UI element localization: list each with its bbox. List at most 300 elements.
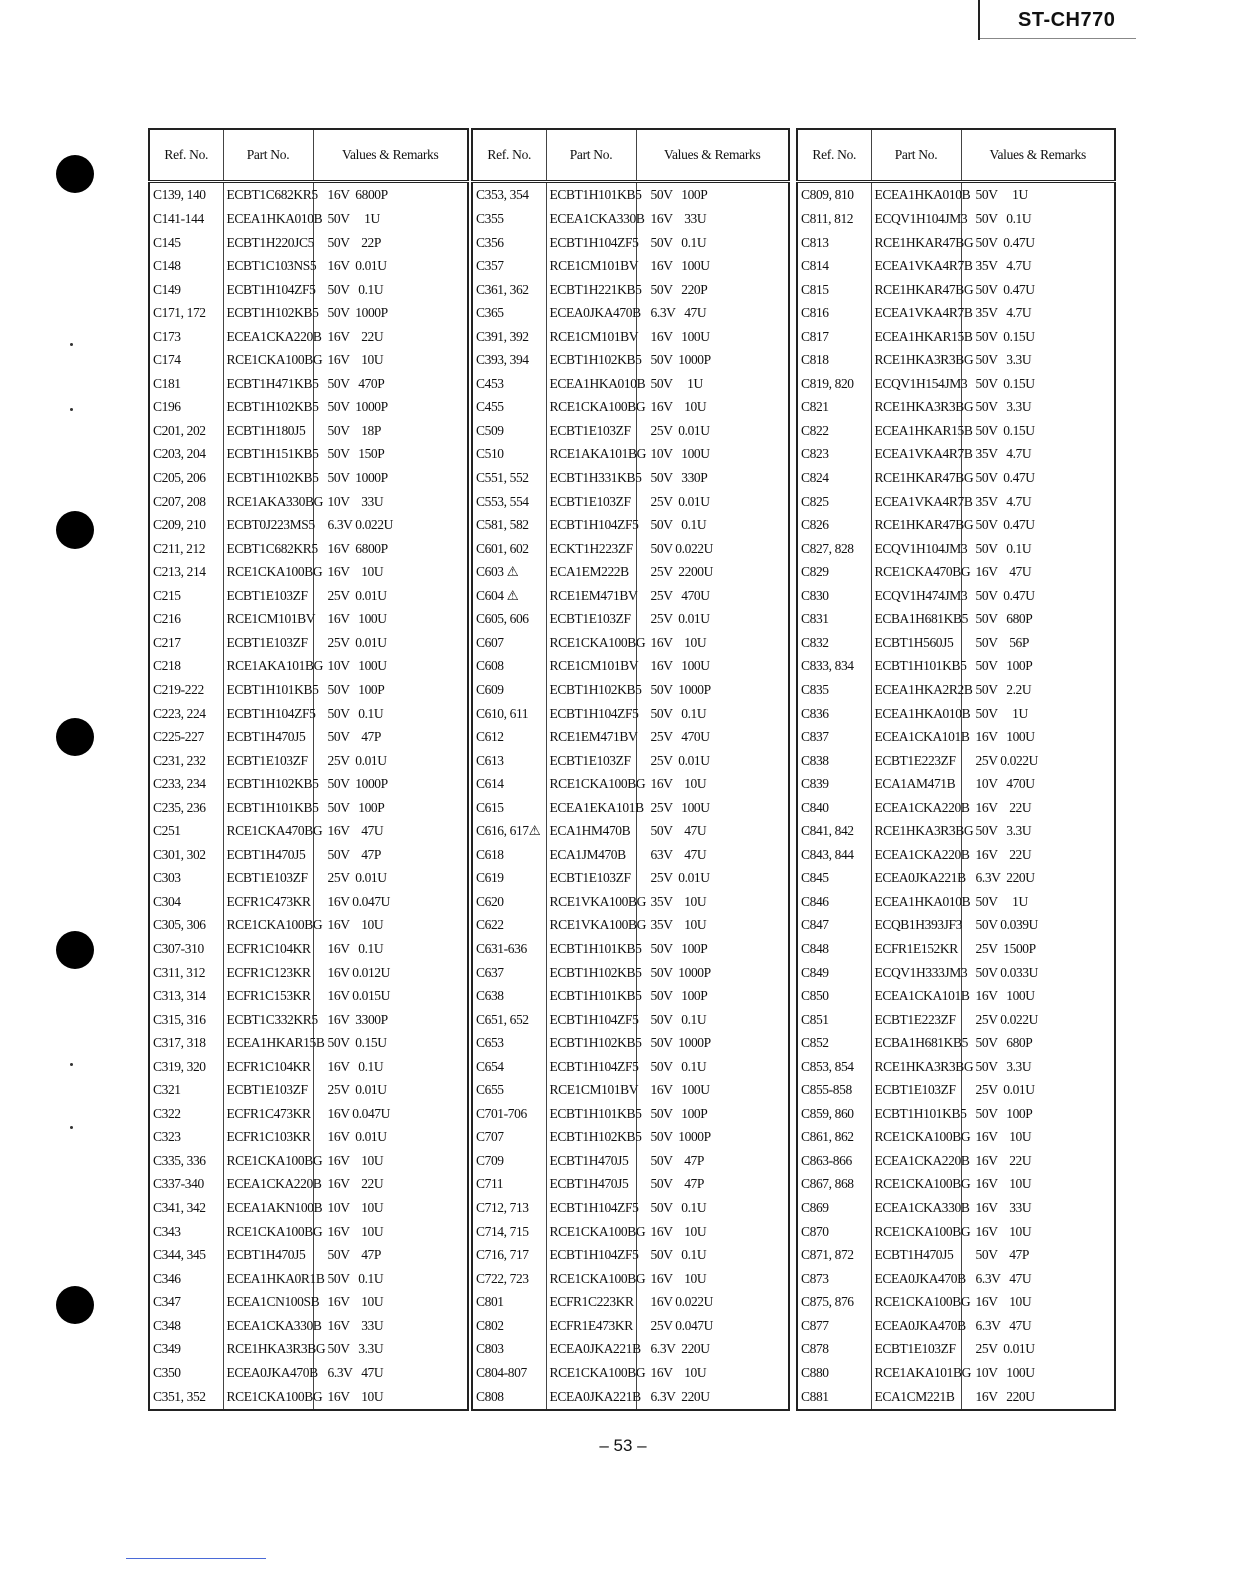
value-cell: 50V 0.039U [961, 914, 1115, 938]
part-no-cell: ECEA1HKA010B [871, 702, 961, 726]
value-cell: 50V 0.1U [313, 1267, 468, 1291]
part-no-cell: ECBT1E223ZF [871, 749, 961, 773]
value-cell: 50V 1000P [636, 961, 789, 985]
ref-no-cell: C365 [472, 301, 546, 325]
binder-hole [56, 511, 94, 549]
part-no-cell: RCE1AKA101BG [546, 443, 636, 467]
part-no-cell: ECBT1H102KB5 [546, 1031, 636, 1055]
value-cell: 50V 0.1U [636, 1243, 789, 1267]
table-row [797, 655, 1115, 679]
part-no-cell: RCE1AKA101BG [223, 655, 313, 679]
table-row [149, 984, 468, 1008]
table-row [797, 961, 1115, 985]
table-row [472, 772, 789, 796]
ref-no-cell: C638 [472, 984, 546, 1008]
ref-no-cell: C510 [472, 443, 546, 467]
table-row [472, 1008, 789, 1032]
part-no-cell: RCE1CKA100BG [223, 1385, 313, 1410]
ref-no-cell: C618 [472, 843, 546, 867]
table-row [797, 349, 1115, 373]
ref-no-cell: C824 [797, 466, 871, 490]
part-no-cell: ECBT1H102KB5 [223, 396, 313, 420]
value-cell: 16V 22U [961, 1149, 1115, 1173]
table-row [797, 1267, 1115, 1291]
binder-hole [56, 931, 94, 969]
table-row [797, 1055, 1115, 1079]
value-cell: 50V 0.1U [636, 513, 789, 537]
value-cell: 16V 0.1U [313, 937, 468, 961]
part-no-cell: RCE1CKA100BG [223, 1149, 313, 1173]
table-row [797, 254, 1115, 278]
value-cell: 25V 0.01U [961, 1078, 1115, 1102]
ref-no-cell: C218 [149, 655, 223, 679]
value-cell: 50V 470P [313, 372, 468, 396]
ref-no-cell: C216 [149, 608, 223, 632]
part-no-cell: ECBT1H104ZF5 [223, 278, 313, 302]
part-no-cell: ECEA1HKA010B [871, 890, 961, 914]
ref-no-cell: C847 [797, 914, 871, 938]
value-cell: 16V 22U [313, 325, 468, 349]
scan-speck [70, 343, 73, 346]
table-row [797, 1290, 1115, 1314]
table-row [149, 819, 468, 843]
table-row [149, 631, 468, 655]
part-no-cell: ECEA0JKA470B [223, 1361, 313, 1385]
table-row [472, 1361, 789, 1385]
part-no-cell: RCE1CKA100BG [223, 1220, 313, 1244]
part-no-cell: ECBT1H104ZF5 [223, 702, 313, 726]
table-row [472, 1290, 789, 1314]
value-cell: 50V 100P [636, 937, 789, 961]
part-no-cell: ECEA1VKA4R7B [871, 490, 961, 514]
value-cell: 50V 0.1U [636, 1055, 789, 1079]
value-cell: 6.3V 0.022U [313, 513, 468, 537]
part-no-cell: ECBT1H101KB5 [546, 182, 636, 208]
table-row [149, 937, 468, 961]
table-row [149, 1031, 468, 1055]
ref-no-cell: C149 [149, 278, 223, 302]
part-no-cell: RCE1CKA100BG [871, 1126, 961, 1150]
table-row [472, 1385, 789, 1410]
table-row [472, 608, 789, 632]
table-row [797, 396, 1115, 420]
part-no-cell: ECBT1H102KB5 [546, 678, 636, 702]
table-row [797, 1196, 1115, 1220]
value-cell: 16V 100U [636, 655, 789, 679]
ref-no-cell: C825 [797, 490, 871, 514]
ref-no-cell: C181 [149, 372, 223, 396]
value-cell: 50V 100P [636, 1102, 789, 1126]
value-cell: 25V 470U [636, 725, 789, 749]
ref-no-cell: C225-227 [149, 725, 223, 749]
ref-no-cell: C350 [149, 1361, 223, 1385]
ref-no-cell: C303 [149, 867, 223, 891]
part-no-cell: ECFR1C473KR [223, 1102, 313, 1126]
table-row [149, 443, 468, 467]
ref-no-cell: C701-706 [472, 1102, 546, 1126]
part-no-cell: RCE1CM101BV [546, 254, 636, 278]
part-no-cell: ECBT1H102KB5 [546, 1126, 636, 1150]
table-row [149, 1055, 468, 1079]
ref-no-cell: C722, 723 [472, 1267, 546, 1291]
table-row [472, 396, 789, 420]
value-cell: 35V 10U [636, 914, 789, 938]
value-cell: 16V 10U [636, 772, 789, 796]
ref-no-cell: C850 [797, 984, 871, 1008]
table-row [149, 890, 468, 914]
value-cell: 50V 100P [636, 984, 789, 1008]
value-cell: 50V 1U [961, 890, 1115, 914]
part-no-cell: ECBT1H104ZF5 [546, 702, 636, 726]
value-cell: 50V 3.3U [961, 1055, 1115, 1079]
part-no-cell: ECBT1E103ZF [546, 608, 636, 632]
part-no-cell: RCE1HKA3R3BG [871, 396, 961, 420]
value-cell: 50V 1U [961, 702, 1115, 726]
table-row [472, 678, 789, 702]
table-row [472, 890, 789, 914]
table-row [472, 1314, 789, 1338]
table-row [472, 466, 789, 490]
binder-hole [56, 155, 94, 193]
ref-no-cell: C616, 617⚠ [472, 819, 546, 843]
ref-no-cell: C613 [472, 749, 546, 773]
value-cell: 50V 1U [313, 207, 468, 231]
ref-no-cell: C863-866 [797, 1149, 871, 1173]
value-cell: 16V 22U [961, 796, 1115, 820]
table-row [797, 419, 1115, 443]
ref-no-cell: C603 ⚠ [472, 560, 546, 584]
ref-no-cell: C217 [149, 631, 223, 655]
table-row [149, 772, 468, 796]
value-cell: 6.3V 220U [636, 1385, 789, 1410]
ref-no-cell: C233, 234 [149, 772, 223, 796]
part-no-cell: ECBT1H470J5 [546, 1173, 636, 1197]
table-row [472, 914, 789, 938]
table-row [797, 1031, 1115, 1055]
table-row [797, 867, 1115, 891]
ref-no-cell: C605, 606 [472, 608, 546, 632]
value-cell: 50V 1000P [313, 466, 468, 490]
ref-no-cell: C878 [797, 1338, 871, 1362]
table-row [472, 702, 789, 726]
value-cell: 50V 3.3U [961, 396, 1115, 420]
part-no-cell: RCE1VKA100BG [546, 890, 636, 914]
value-cell: 10V 100U [636, 443, 789, 467]
part-no-cell: ECBT1E103ZF [546, 419, 636, 443]
value-cell: 16V 0.01U [313, 1126, 468, 1150]
part-no-cell: ECEA1CKA220B [871, 843, 961, 867]
part-no-cell: ECBT1H470J5 [546, 1149, 636, 1173]
part-no-cell: RCE1CKA100BG [871, 1290, 961, 1314]
ref-no-cell: C859, 860 [797, 1102, 871, 1126]
ref-no-cell: C304 [149, 890, 223, 914]
table-row [797, 1385, 1115, 1410]
table-row [472, 749, 789, 773]
ref-no-cell: C610, 611 [472, 702, 546, 726]
table-row [149, 584, 468, 608]
ref-no-cell: C335, 336 [149, 1149, 223, 1173]
part-no-cell: ECBT1H470J5 [871, 1243, 961, 1267]
value-cell: 25V 0.01U [636, 749, 789, 773]
value-cell: 35V 4.7U [961, 254, 1115, 278]
ref-no-cell: C351, 352 [149, 1385, 223, 1410]
value-cell: 50V 100P [313, 678, 468, 702]
table-row [149, 1173, 468, 1197]
ref-no-cell: C840 [797, 796, 871, 820]
value-cell: 16V 10U [636, 396, 789, 420]
scan-speck [70, 1063, 73, 1066]
part-no-cell: ECBT1E103ZF [223, 867, 313, 891]
ref-no-cell: C219-222 [149, 678, 223, 702]
part-no-cell: ECBT1H101KB5 [871, 655, 961, 679]
ref-no-cell: C581, 582 [472, 513, 546, 537]
value-cell: 25V 0.01U [636, 490, 789, 514]
value-cell: 16V 47U [961, 560, 1115, 584]
ref-no-cell: C553, 554 [472, 490, 546, 514]
part-no-cell: ECKT1H223ZF [546, 537, 636, 561]
part-no-cell: RCE1CKA100BG [546, 772, 636, 796]
value-cell: 16V 10U [961, 1290, 1115, 1314]
part-no-cell: RCE1CKA100BG [223, 914, 313, 938]
ref-no-cell: C349 [149, 1338, 223, 1362]
value-cell: 25V 0.01U [313, 584, 468, 608]
table-row [797, 207, 1115, 231]
part-no-cell: ECEA0JKA470B [546, 301, 636, 325]
part-no-cell: ECEA1HKAR15B [223, 1031, 313, 1055]
value-cell: 10V 33U [313, 490, 468, 514]
ref-no-cell: C141-144 [149, 207, 223, 231]
part-no-cell: RCE1CKA100BG [223, 560, 313, 584]
table-row [797, 231, 1115, 255]
header-ref-no: Ref. No. [472, 129, 546, 182]
part-no-cell: RCE1HKA3R3BG [223, 1338, 313, 1362]
ref-no-cell: C839 [797, 772, 871, 796]
ref-no-cell: C319, 320 [149, 1055, 223, 1079]
table-row [472, 443, 789, 467]
part-no-cell: ECBT1H221KB5 [546, 278, 636, 302]
value-cell: 6.3V 220U [636, 1338, 789, 1362]
table-row [149, 749, 468, 773]
table-row [149, 278, 468, 302]
table-row [472, 301, 789, 325]
table-row [797, 1008, 1115, 1032]
ref-no-cell: C808 [472, 1385, 546, 1410]
table-row [797, 325, 1115, 349]
table-row [797, 1173, 1115, 1197]
table-row [797, 1361, 1115, 1385]
value-cell: 6.3V 47U [313, 1361, 468, 1385]
part-no-cell: ECQV1H474JM3 [871, 584, 961, 608]
table-row [149, 796, 468, 820]
value-cell: 16V 10U [636, 1267, 789, 1291]
header-part-no: Part No. [223, 129, 313, 182]
ref-no-cell: C344, 345 [149, 1243, 223, 1267]
table-row [149, 678, 468, 702]
table-row [797, 1102, 1115, 1126]
value-cell: 50V 150P [313, 443, 468, 467]
table-row [472, 1338, 789, 1362]
value-cell: 16V 10U [313, 349, 468, 373]
part-no-cell: ECFR1C153KR [223, 984, 313, 1008]
table-row [472, 182, 789, 208]
ref-no-cell: C203, 204 [149, 443, 223, 467]
table-row [472, 560, 789, 584]
ref-no-cell: C173 [149, 325, 223, 349]
table-row [149, 1220, 468, 1244]
value-cell: 16V 100U [636, 254, 789, 278]
ref-no-cell: C205, 206 [149, 466, 223, 490]
ref-no-cell: C714, 715 [472, 1220, 546, 1244]
part-no-cell: ECEA1EKA101B [546, 796, 636, 820]
part-no-cell: ECEA1HKAR15B [871, 419, 961, 443]
value-cell: 10V 100U [961, 1361, 1115, 1385]
part-no-cell: RCE1CKA100BG [546, 1267, 636, 1291]
part-no-cell: ECBT1E103ZF [871, 1338, 961, 1362]
value-cell: 25V 100U [636, 796, 789, 820]
part-no-cell: ECBT1E103ZF [546, 867, 636, 891]
part-no-cell: ECFR1C123KR [223, 961, 313, 985]
ref-no-cell: C838 [797, 749, 871, 773]
part-no-cell: RCE1CKA100BG [871, 1220, 961, 1244]
part-no-cell: ECA1AM471B [871, 772, 961, 796]
ref-no-cell: C631-636 [472, 937, 546, 961]
value-cell: 6.3V 47U [961, 1314, 1115, 1338]
table-row [472, 231, 789, 255]
ref-no-cell: C608 [472, 655, 546, 679]
table-row [472, 513, 789, 537]
part-no-cell: ECEA1CKA330B [871, 1196, 961, 1220]
ref-no-cell: C873 [797, 1267, 871, 1291]
ref-no-cell: C347 [149, 1290, 223, 1314]
header-ref-no: Ref. No. [149, 129, 223, 182]
ref-no-cell: C301, 302 [149, 843, 223, 867]
table-row [149, 207, 468, 231]
part-no-cell: ECEA1HKA010B [546, 372, 636, 396]
value-cell: 6.3V 47U [961, 1267, 1115, 1291]
ref-no-cell: C823 [797, 443, 871, 467]
part-no-cell: ECBT1H104ZF5 [546, 1008, 636, 1032]
ref-no-cell: C654 [472, 1055, 546, 1079]
ref-no-cell: C801 [472, 1290, 546, 1314]
ref-no-cell: C833, 834 [797, 655, 871, 679]
value-cell: 50V 1U [636, 372, 789, 396]
part-no-cell: ECBT1H102KB5 [223, 301, 313, 325]
value-cell: 16V 100U [961, 984, 1115, 1008]
header-ref-no: Ref. No. [797, 129, 871, 182]
ref-no-cell: C455 [472, 396, 546, 420]
ref-no-cell: C804-807 [472, 1361, 546, 1385]
part-no-cell: ECBT1H470J5 [223, 1243, 313, 1267]
part-no-cell: ECBT1H560J5 [871, 631, 961, 655]
part-no-cell: ECBT1H180J5 [223, 419, 313, 443]
table-row [797, 490, 1115, 514]
ref-no-cell: C171, 172 [149, 301, 223, 325]
value-cell: 16V 220U [961, 1385, 1115, 1410]
value-cell: 50V 1U [961, 182, 1115, 208]
ref-no-cell: C637 [472, 961, 546, 985]
table-row [472, 537, 789, 561]
part-no-cell: ECEA1CKA101B [871, 984, 961, 1008]
part-no-cell: ECEA1HKA010B [223, 207, 313, 231]
table-row [149, 867, 468, 891]
table-row [149, 1126, 468, 1150]
ref-no-cell: C881 [797, 1385, 871, 1410]
ref-no-cell: C356 [472, 231, 546, 255]
table-row [472, 937, 789, 961]
ref-no-cell: C357 [472, 254, 546, 278]
part-no-cell: ECBT1C682KR5 [223, 182, 313, 208]
value-cell: 25V 0.01U [636, 608, 789, 632]
part-no-cell: ECBT1H101KB5 [546, 984, 636, 1008]
value-cell: 50V 0.15U [313, 1031, 468, 1055]
part-no-cell: RCE1AKA101BG [871, 1361, 961, 1385]
table-row [797, 1149, 1115, 1173]
table-row [797, 466, 1115, 490]
part-no-cell: RCE1VKA100BG [546, 914, 636, 938]
part-no-cell: ECBT1E103ZF [871, 1078, 961, 1102]
part-no-cell: ECBA1H681KB5 [871, 1031, 961, 1055]
part-no-cell: ECFR1E152KR [871, 937, 961, 961]
part-no-cell: ECBT1H104ZF5 [546, 1196, 636, 1220]
part-no-cell: ECBT1E223ZF [871, 1008, 961, 1032]
ref-no-cell: C811, 812 [797, 207, 871, 231]
ref-no-cell: C809, 810 [797, 182, 871, 208]
header-part-no: Part No. [546, 129, 636, 182]
part-no-cell: ECBT1H101KB5 [546, 937, 636, 961]
value-cell: 50V 0.15U [961, 419, 1115, 443]
table-row [149, 702, 468, 726]
table-row [472, 1078, 789, 1102]
value-cell: 50V 0.1U [313, 702, 468, 726]
ref-no-cell: C822 [797, 419, 871, 443]
value-cell: 50V 1000P [636, 678, 789, 702]
value-cell: 50V 0.1U [961, 537, 1115, 561]
table-row [797, 843, 1115, 867]
ref-no-cell: C604 ⚠ [472, 584, 546, 608]
header-values-remarks: Values & Remarks [313, 129, 468, 182]
part-no-cell: ECBT1H104ZF5 [546, 1243, 636, 1267]
part-no-cell: RCE1AKA330BG [223, 490, 313, 514]
value-cell: 16V 10U [313, 1385, 468, 1410]
value-cell: 6.3V 220U [961, 867, 1115, 891]
ref-no-cell: C870 [797, 1220, 871, 1244]
part-no-cell: ECEA0JKA221B [871, 867, 961, 891]
table-row [149, 349, 468, 373]
table-row [149, 1290, 468, 1314]
ref-no-cell: C607 [472, 631, 546, 655]
ref-no-cell: C869 [797, 1196, 871, 1220]
ref-no-cell: C201, 202 [149, 419, 223, 443]
ref-no-cell: C346 [149, 1267, 223, 1291]
table-row [149, 1338, 468, 1362]
value-cell: 16V 100U [636, 1078, 789, 1102]
ref-no-cell: C802 [472, 1314, 546, 1338]
table-row [472, 867, 789, 891]
part-no-cell: ECQB1H393JF3 [871, 914, 961, 938]
ref-no-cell: C145 [149, 231, 223, 255]
value-cell: 35V 4.7U [961, 443, 1115, 467]
part-no-cell: ECBT1H104ZF5 [546, 231, 636, 255]
table-row [149, 301, 468, 325]
value-cell: 16V 10U [636, 1361, 789, 1385]
table-row [797, 937, 1115, 961]
table-row [472, 984, 789, 1008]
table-row [149, 1385, 468, 1410]
value-cell: 50V 0.022U [636, 537, 789, 561]
ref-no-cell: C877 [797, 1314, 871, 1338]
ref-no-cell: C845 [797, 867, 871, 891]
value-cell: 25V 1500P [961, 937, 1115, 961]
